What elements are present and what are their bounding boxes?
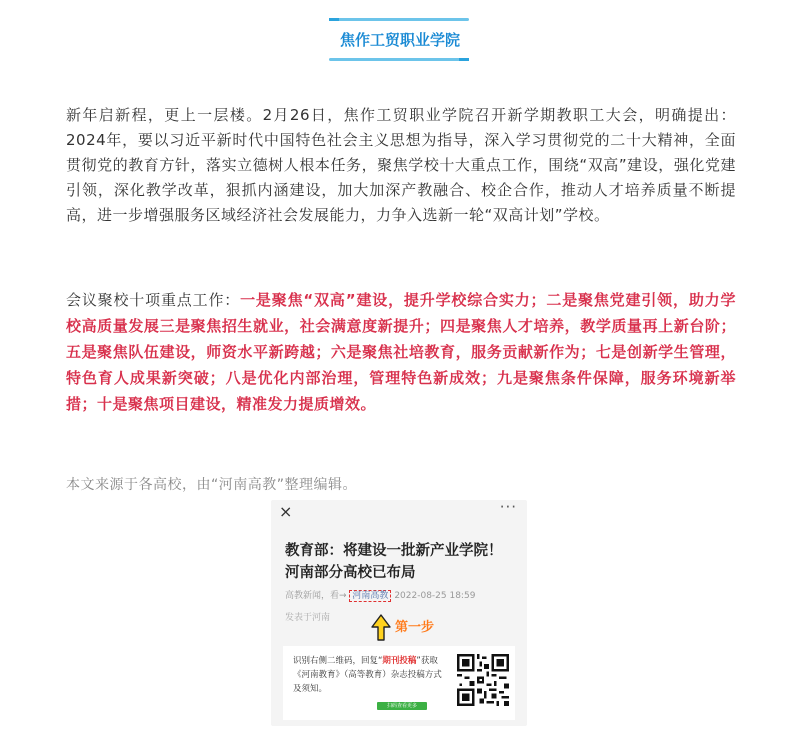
intro-paragraph: 新年启新程，更上一层楼。2月26日，焦作工贸职业学院召开新学期教职工大会，明确提出：2024年，要以习近平新时代中国特色社会主义思想为指导，深入学习贯彻党的二十大精神，全面贯彻党的教育方针，落实立德树人根本任务，聚焦学校十大重点工作，围绕“双高”建设，强化党建引领，深化教学改革，狠抓内涵建设，加大加深产教融合、校企合作，推动人才培养质量不断提高，进一步增强服务区域经济社会发展能力，力争入选新一轮“双高计划”学校。 (66, 106, 736, 224)
close-icon: × (279, 502, 293, 521)
promo-button: 扫码查看更多 (377, 702, 427, 710)
header-decor-bottom (329, 58, 469, 61)
screenshot-article-title: 教育部：将建设一批新产业学院！河南部分高校已布局 (285, 543, 503, 581)
meeting-highlight: 一是聚焦“双高”建设，提升学校综合实力；二是聚焦党建引领，助力学校高质量发展三是聚焦招生就业，社会满意度新提升；四是聚焦人才培养，教学质量再上新台阶；五是聚焦队伍建设，师资水平新跨越；六是聚焦社培教育，服务贡献新作为；七是创新学生管理，特色育人成果新突破；八是优化内部治理，管理特色新成效；九是聚焦条件保障，服务环境新举措；十是聚焦项目建设，精准发力提质增效。 (66, 291, 736, 413)
account-link: 河南高教 (349, 590, 391, 602)
screenshot-location: 发表于河南 (285, 613, 331, 623)
meeting-paragraph (66, 287, 736, 417)
qr-code-icon (457, 654, 509, 706)
promo-text: 识别右侧二维码，回复“期刊投稿”获取《河南教育》（高等教育）杂志投稿方式及须知。 (293, 656, 442, 694)
step-label: 第一步 (395, 620, 435, 635)
meta-date: 2022-08-25 18:59 (394, 591, 476, 601)
arrow-up-icon (371, 614, 391, 642)
screenshot-article-meta (285, 588, 475, 601)
meta-prefix: 高教新闻，看→ (285, 591, 347, 601)
embedded-article-screenshot (271, 500, 527, 726)
more-icon: ··· (499, 500, 517, 516)
header-decor-top (329, 18, 469, 21)
meeting-prefix: 会议聚校十项重点工作： (66, 291, 241, 309)
source-note: 本文来源于各高校，由“河南高教”整理编辑。 (66, 477, 358, 493)
promo-card (283, 646, 515, 720)
header-title: 焦作工贸职业学院 (339, 31, 460, 49)
article-header (0, 0, 800, 70)
